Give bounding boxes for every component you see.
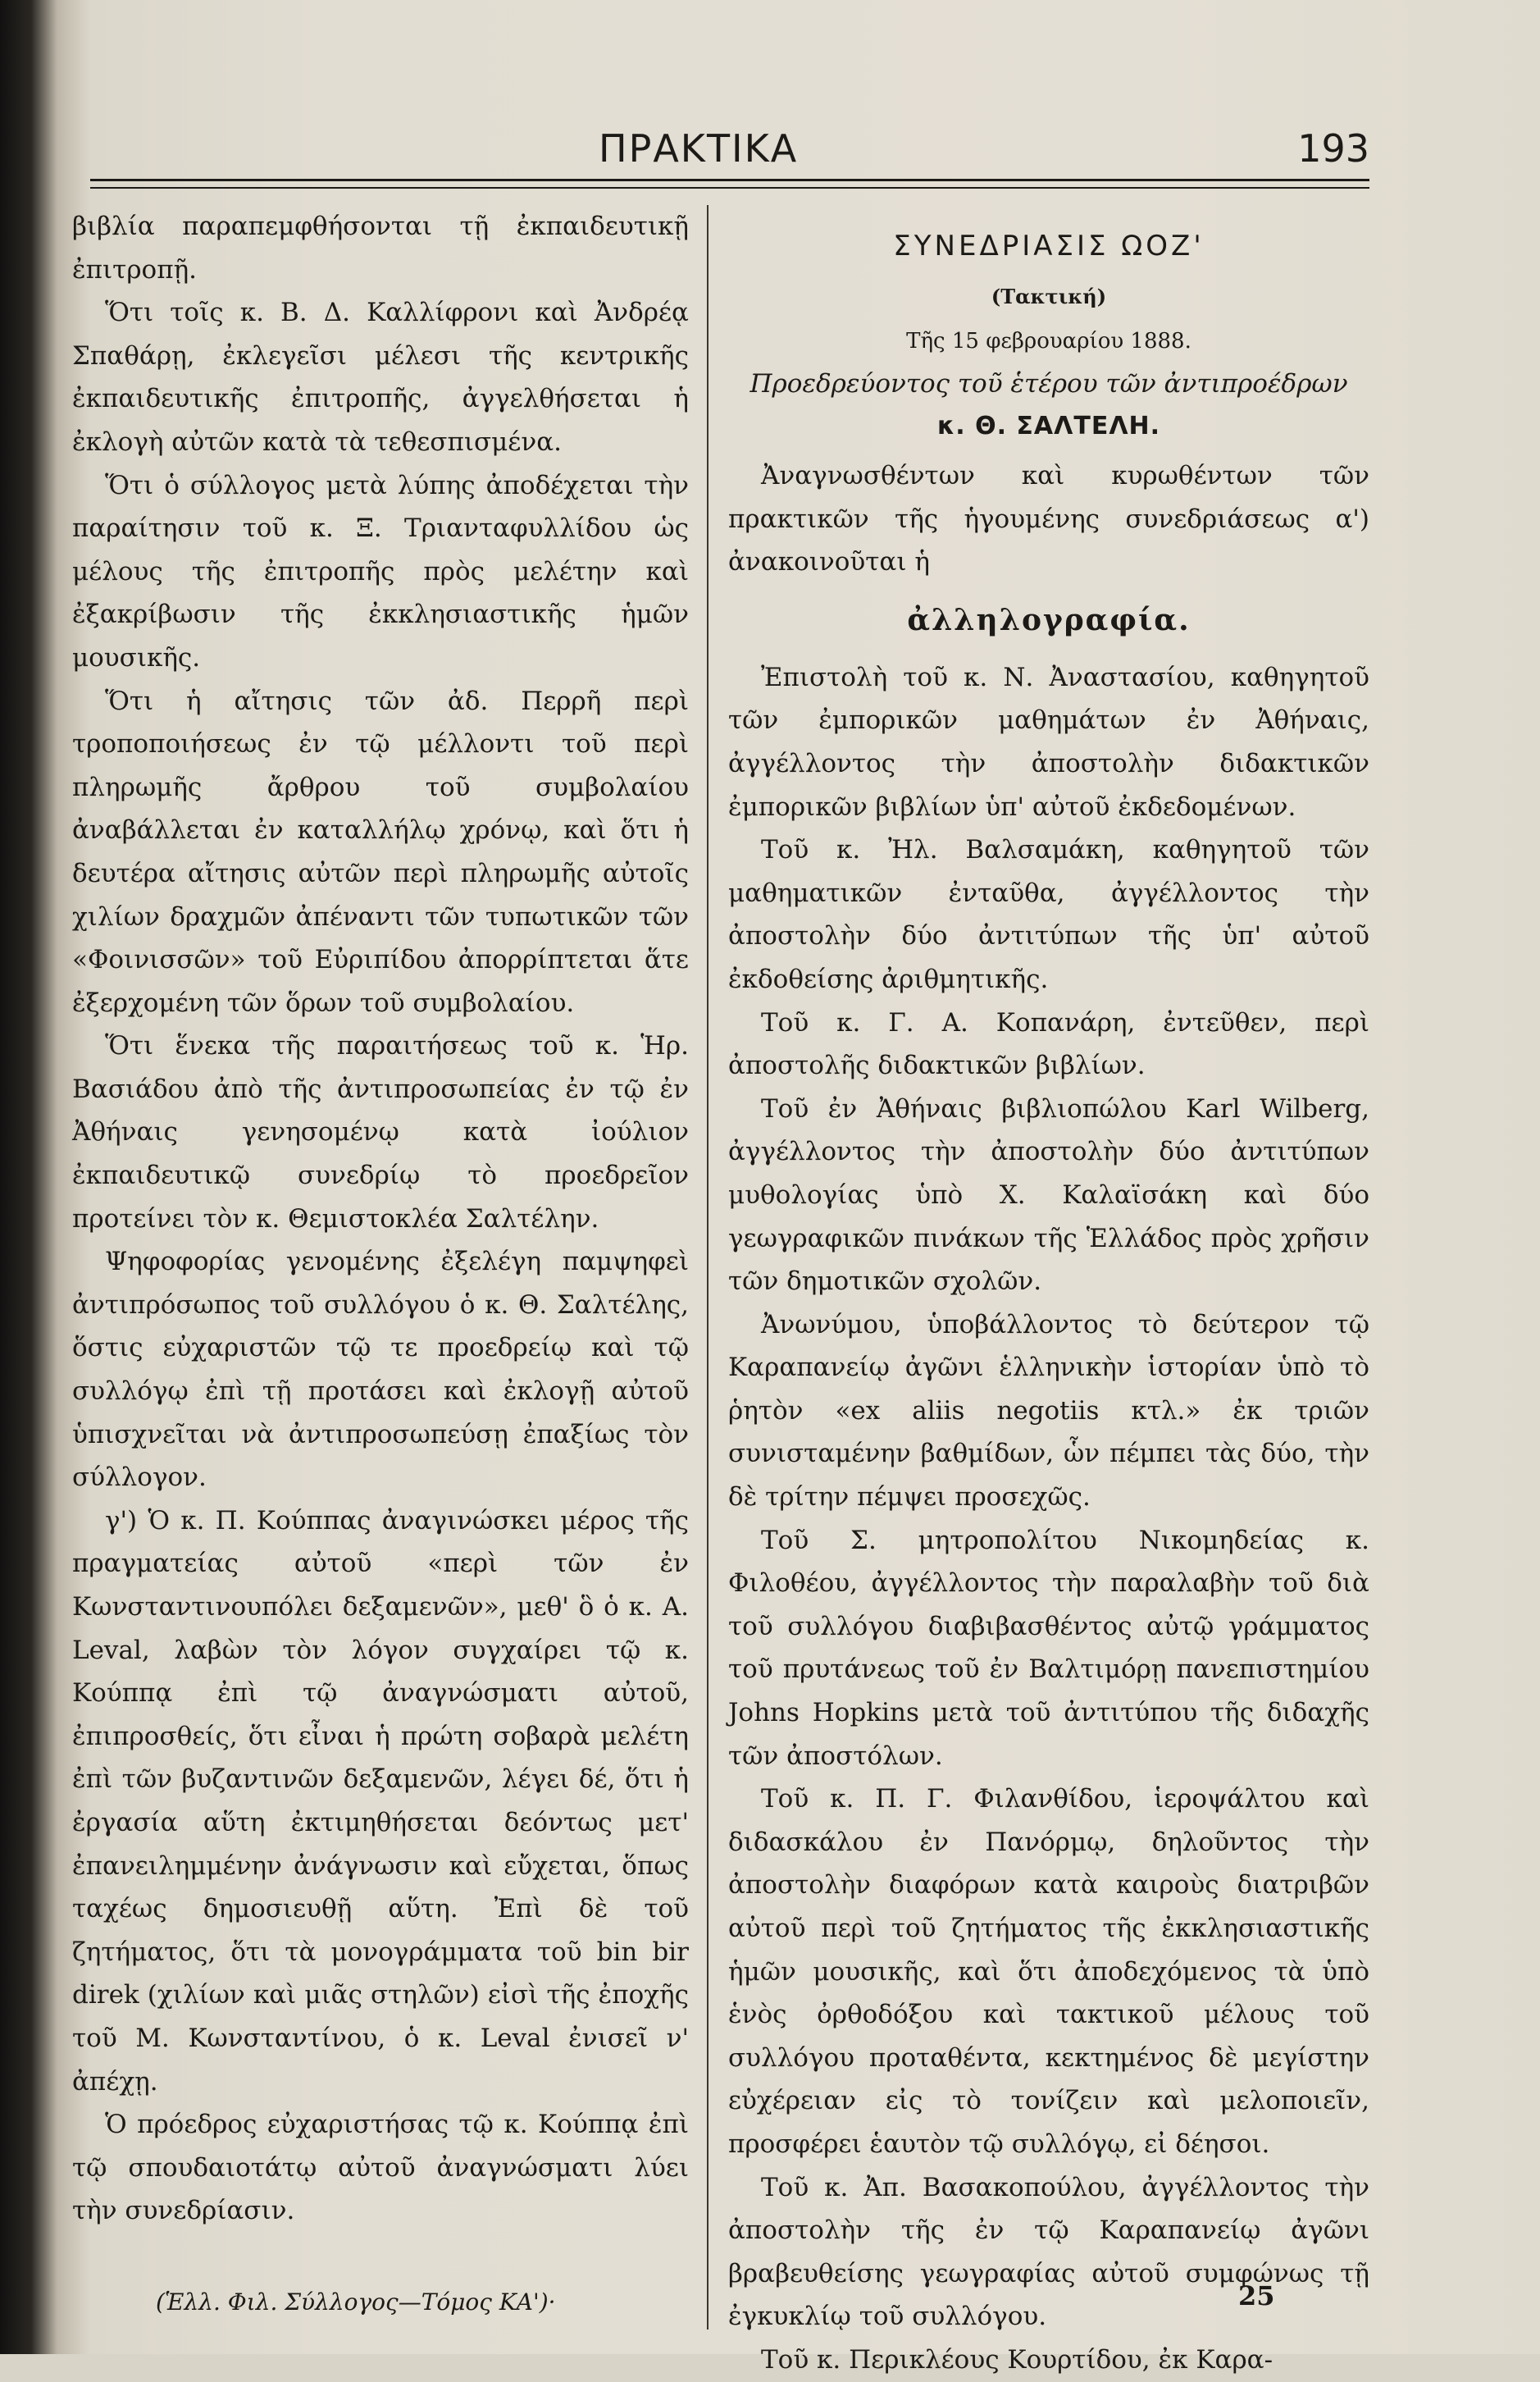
- signature-mark: 25: [1238, 2280, 1275, 2311]
- column-divider: [707, 205, 708, 2330]
- paragraph: Τοῦ Σ. μητροπολίτου Νικομηδείας κ. Φιλοθέου, ἀγγέλλοντος τὴν παραλαβὴν τοῦ διὰ τοῦ συλλόγου διαβιβασθέντος αὐτῷ γράμματος τοῦ πρυτάνεως τοῦ ἐν Βαλτιμόρῃ πανεπιστημίου Johns Hopkins μετὰ τοῦ ἀντιτύπου τῆς διδαχῆς τῶν ἀποστόλων.: [728, 1525, 1369, 1771]
- paragraph: Ἀναγνωσθέντων καὶ κυρωθέντων τῶν πρακτικῶν τῆς ἡγουμένης συνεδριάσεως α') ἀνακοινοῦται ἡ: [728, 461, 1369, 577]
- running-title: ΠΡΑΚΤΙΚΑ: [599, 126, 799, 171]
- paragraph: Ὅτι ὁ σύλλογος μετὰ λύπης ἀποδέχεται τὴν παραίτησιν τοῦ κ. Ξ. Τριανταφυλλίδου ὡς μέλους τῆς ἐπιτροπῆς πρὸς μελέτην καὶ ἐξακρίβωσιν τῆς ἐκκλησιαστικῆς ἡμῶν μουσικῆς.: [72, 470, 689, 673]
- paragraph: γ') Ὁ κ. Π. Κούππας ἀναγινώσκει μέρος τῆς πραγματείας αὐτοῦ «περὶ τῶν ἐν Κωνσταντινουπόλει δεξαμενῶν», μεθ' ὃ ὁ κ. A. Leval, λαβὼν τὸν λόγον συγχαίρει τῷ κ. Κούππᾳ ἐπὶ τῷ ἀναγνώσματι αὐτοῦ, ἐπιπροσθείς, ὅτι εἶναι ἡ πρώτη σοβαρὰ μελέτη ἐπὶ τῶν βυζαντινῶν δεξαμενῶν, λέγει δέ, ὅτι ἡ ἐργασία αὕτη ἐκτιμηθήσεται δεόντως μετ' ἐπανειλημμένην ἀνάγνωσιν καὶ εὔχεται, ὅπως ταχέως δημοσιευθῇ αὕτη. Ἐπὶ δὲ τοῦ ζητήματος, ὅτι τὰ μονογράμματα τοῦ bin bir direk (χιλίων καὶ μιᾶς στηλῶν) εἰσὶ τῆς ἐποχῆς τοῦ Μ. Κωνσταντίνου, ὁ κ. Leval ἐνισεῖ ν' ἀπέχῃ.: [72, 1505, 689, 2097]
- paragraph: Τοῦ κ. Π. Γ. Φιλανθίδου, ἱεροψάλτου καὶ διδασκάλου ἐν Πανόρμῳ, δηλοῦντος τὴν ἀποστολὴν διαφόρων κατὰ καιροὺς διατριβῶν αὐτοῦ περὶ τοῦ ζητήματος τῆς ἐκκλησιαστικῆς ἡμῶν μουσικῆς, καὶ ὅτι ἀποδεχόμενος τὰ ὑπὸ ἑνὸς ὀρθοδόξου καὶ τακτικοῦ μέλους τοῦ συλλόγου προταθέντα, κεκτημένος δὲ μεγίστην εὐχέρειαν εἰς τὸ τονίζειν καὶ μελοποιεῖν, προσφέρει ἑαυτὸν τῷ συλλόγῳ, εἰ δέησοι.: [728, 1784, 1369, 2159]
- right-column: [728, 205, 1369, 2382]
- paragraph: Τοῦ κ. Ἀπ. Βασακοπούλου, ἀγγέλλοντος τὴν ἀποστολὴν τῆς ἐν τῷ Καραπανείῳ ἀγῶνι βραβευθείσης γεωγραφίας αὐτοῦ συμφώνως τῇ ἐγκυκλίῳ τοῦ συλλόγου.: [728, 2172, 1369, 2332]
- paragraph: βιβλία παραπεμφθήσονται τῇ ἐκπαιδευτικῇ ἐπιτροπῇ.: [72, 212, 689, 285]
- session-type: (Τακτική): [991, 285, 1107, 308]
- header-rule: [90, 179, 1369, 181]
- left-column: [72, 205, 689, 2233]
- paragraph: Τοῦ κ. Ἠλ. Βαλσαμάκη, καθηγητοῦ τῶν μαθηματικῶν ἐνταῦθα, ἀγγέλλοντος τὴν ἀποστολὴν δύο ἀντιτύπων τῆς ὑπ' αὐτοῦ ἐκδοθείσης ἀριθμητικῆς.: [728, 835, 1369, 994]
- section-title: ἀλληλογραφία.: [907, 602, 1191, 637]
- footer-note: (Ἑλλ. Φιλ. Σύλλογος—Τόμος ΚΑ')·: [156, 2288, 556, 2316]
- presiding-line: Προεδρεύοντος τοῦ ἑτέρου τῶν ἀντιπροέδρων: [749, 369, 1348, 399]
- paragraph: Ὁ πρόεδρος εὐχαριστήσας τῷ κ. Κούππᾳ ἐπὶ τῷ σπουδαιοτάτῳ αὐτοῦ ἀναγνώσματι λύει τὴν συνεδρίασιν.: [72, 2110, 689, 2226]
- chair-name: κ. Θ. ΣΑΛΤΕΛΗ.: [936, 412, 1161, 440]
- paragraph: Ἐπιστολὴ τοῦ κ. Ν. Ἀναστασίου, καθηγητοῦ τῶν ἐμπορικῶν μαθημάτων ἐν Ἀθήναις, ἀγγέλλοντος τὴν ἀποστολὴν διδακτικῶν ἐμπορικῶν βιβλίων ὑπ' αὐτοῦ ἐκδεδομένων.: [728, 662, 1369, 822]
- paragraph: Ὅτι τοῖς κ. Β. Δ. Καλλίφρονι καὶ Ἀνδρέᾳ Σπαθάρῃ, ἐκλεγεῖσι μέλεσι τῆς κεντρικῆς ἐκπαιδευτικῆς ἐπιτροπῆς, ἀγγελθήσεται ἡ ἐκλογὴ αὐτῶν κατὰ τὰ τεθεσπισμένα.: [72, 298, 689, 457]
- paragraph: Τοῦ ἐν Ἀθήναις βιβλιοπώλου Karl Wilberg, ἀγγέλλοντος τὴν ἀποστολὴν δύο ἀντιτύπων μυθολογίας ὑπὸ Χ. Καλαϊσάκη καὶ δύο γεωγραφικῶν πινάκων τῆς Ἑλλάδος πρὸς χρῆσιν τῶν δημοτικῶν σχολῶν.: [728, 1093, 1369, 1297]
- paragraph: Ὅτι ἕνεκα τῆς παραιτήσεως τοῦ κ. Ἡρ. Βασιάδου ἀπὸ τῆς ἀντιπροσωπείας ἐν τῷ ἐν Ἀθήναις γενησομένῳ κατὰ ἰούλιον ἐκπαιδευτικῷ συνεδρίῳ τὸ προεδρεῖον προτείνει τὸν κ. Θεμιστοκλέα Σαλτέλην.: [72, 1031, 689, 1234]
- header-rule-thin: [90, 187, 1369, 189]
- page-number: 193: [1297, 126, 1369, 171]
- paragraph: Ψηφοφορίας γενομένης ἐξελέγη παμψηφεὶ ἀντιπρόσωπος τοῦ συλλόγου ὁ κ. Θ. Σαλτέλης, ὅστις εὐχαριστῶν τῷ τε προεδρείῳ καὶ τῷ συλλόγῳ ἐπὶ τῇ προτάσει καὶ ἐκλογῇ αὐτοῦ ὑπισχνεῖται νὰ ἀντιπροσωπεύσῃ ἐπαξίως τὸν σύλλογον.: [72, 1247, 689, 1493]
- paragraph: Τοῦ κ. Περικλέους Κουρτίδου, ἐκ Καρα-: [761, 2344, 1273, 2375]
- page-header: [90, 115, 1369, 180]
- paragraph: Τοῦ κ. Γ. Α. Κοπανάρη, ἐντεῦθεν, περὶ ἀποστολῆς διδακτικῶν βιβλίων.: [728, 1007, 1369, 1081]
- paragraph: Ἀνωνύμου, ὑποβάλλοντος τὸ δεύτερον τῷ Καραπανείῳ ἀγῶνι ἑλληνικὴν ἱστορίαν ὑπὸ τὸ ῥητὸν «ex aliis negotiis κτλ.» ἐκ τριῶν συνισταμένην βαθμίδων, ὧν πέμπει τὰς δύο, τὴν δὲ τρίτην πέμψει προσεχῶς.: [728, 1309, 1369, 1513]
- session-date: Τῆς 15 φεβρουαρίου 1888.: [906, 329, 1191, 354]
- paragraph: Ὅτι ἡ αἴτησις τῶν ἀδ. Περρῆ περὶ τροποποιήσεως ἐν τῷ μέλλοντι τοῦ περὶ πληρωμῆς ἄρθρου τοῦ συμβολαίου ἀναβάλλεται ἐν καταλλήλῳ χρόνῳ, καὶ ὅτι ἡ δευτέρα αἴτησις αὐτῶν περὶ πληρωμῆς αὐτοῖς χιλίων δραχμῶν ἀπέναντι τῶν τυπωτικῶν τῶν «Φοινισσῶν» τοῦ Εὐριπίδου ἀπορρίπτεται ἅτε ἐξερχομένη τῶν ὅρων τοῦ συμβολαίου.: [72, 686, 689, 1018]
- session-title: ΣΥΝΕΔΡΙΑΣΙΣ ΩΟΖ': [893, 230, 1205, 262]
